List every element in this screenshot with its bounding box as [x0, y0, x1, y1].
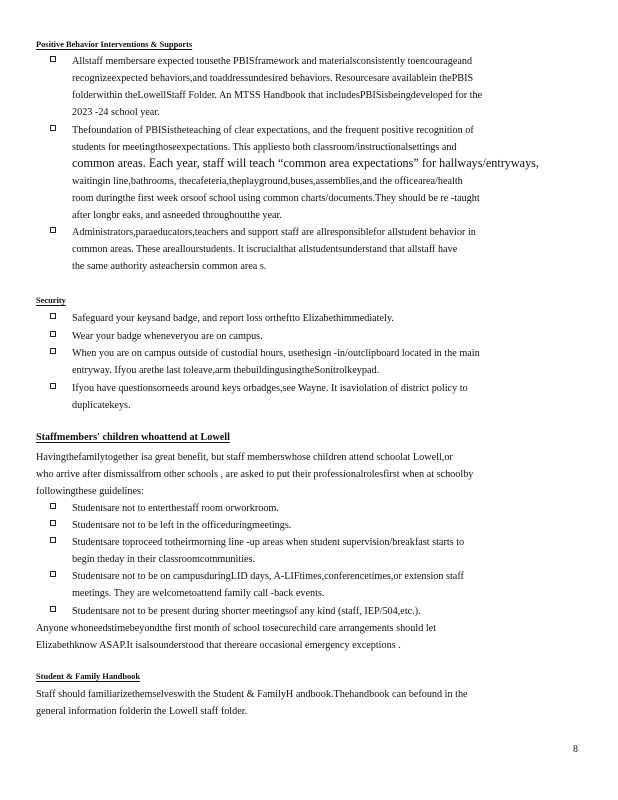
text-line: folderwithin theLowellStaff Folder. An MTSS Handbook that includesPBISisbeingdeveloped for the	[72, 90, 483, 101]
text-line: Allstaff membersare expected tousethe PBISframework and materialsconsistently toencourageand	[72, 56, 473, 67]
text-line: after longbr eaks, and asneeded throughoutthe year.	[72, 210, 282, 221]
staff-children-heading: Staffmembers' children whoattend at Lowell	[36, 432, 230, 443]
text-line: Thefoundation of PBISistheteaching of clear expectations, and the frequent positive recognition of	[72, 125, 474, 136]
checkbox-bullet-icon	[50, 537, 56, 543]
checkbox-bullet-icon	[50, 313, 56, 319]
text-line: common areas. Each year, staff will teach “common area expectations” for hallways/entryways,	[72, 156, 539, 170]
text-line: When you are on campus outside of custodial hours, usethesign -in/outclipboard located in the main	[72, 348, 480, 359]
text-line: Administrators,paraeducators,teachers and support staff are allresponsiblefor allstudent behavior in	[72, 227, 476, 238]
checkbox-bullet-icon	[50, 125, 56, 131]
text-line: Staff should familiarizethemselveswith the Student & FamilyH andbook.Thehandbook can befound in the	[36, 689, 468, 700]
checkbox-bullet-icon	[50, 571, 56, 577]
text-line: Studentsare toproceed totheirmorning line -up areas when student supervision/breakfast starts to	[72, 537, 465, 548]
text-line: Studentsare not to enterthestaff room orworkroom.	[72, 503, 279, 514]
text-line: common areas. These areallourstudents. It iscrucialthat allstudentsunderstand that allstaff have	[72, 244, 458, 255]
text-line: students for meetingthoseexpectations. This appliesto both classroom/instructionalsettings and	[72, 142, 457, 153]
checkbox-bullet-icon	[50, 503, 56, 509]
text-line: who arrive after dismissalfrom other schools , are asked to put their professionalrolesfirst when at schoolby	[36, 469, 474, 480]
checkbox-bullet-icon	[50, 383, 56, 389]
checkbox-bullet-icon	[50, 56, 56, 62]
text-line: Ifyou have questionsorneeds around keys orbadges,see Wayne. It isaviolation of district policy to	[72, 383, 468, 394]
text-line: Studentsare not to be on campusduringLID days, A-LIFtimes,conferencetimes,or extension staff	[72, 571, 464, 582]
text-line: 2023 -24 school year.	[72, 107, 160, 118]
text-line: Wear your badge wheneveryou are on campus.	[72, 331, 263, 342]
text-line: recognizeexpected behaviors,and toaddressundesired behaviors. Resourcesare availablein thePBIS	[72, 73, 474, 84]
security-heading: Security	[36, 296, 66, 305]
pbis-heading: Positive Behavior Interventions & Supports	[36, 40, 193, 49]
text-line: duplicatekeys.	[72, 400, 131, 411]
text-line: the same authority asteachersin common area s.	[72, 261, 267, 272]
checkbox-bullet-icon	[50, 348, 56, 354]
text-line: Studentsare not to be present during shorter meetingsof any kind (staff, IEP/504,etc.).	[72, 606, 421, 617]
text-line: Elizabethknow ASAP.It isalsounderstood that thereare occasional emergency exceptions .	[36, 640, 401, 651]
text-line: Anyone whoneedstimebeyondthe first month of school tosecurechild care arrangements should let	[36, 623, 437, 634]
text-line: meetings. They are welcometoattend family call -back events.	[72, 588, 325, 599]
checkbox-bullet-icon	[50, 331, 56, 337]
text-line: entryway. Ifyou arethe last toleave,arm thebuildingusingtheSonitrolkeypad.	[72, 365, 380, 376]
text-line: room duringthe first week orsoof school using common charts/documents.They should be re -taught	[72, 193, 480, 204]
text-line: Safeguard your keysand badge, and report loss ortheftto Elizabethimmediately.	[72, 313, 394, 324]
text-line: waitingin line,bathrooms, thecafeteria,theplayground,buses,assemblies,and the officearea/health	[72, 176, 463, 187]
text-line: Havingthefamilytogether isa great benefit, but staff memberswhose children attend schoolat Lowell,or	[36, 452, 453, 463]
text-line: general information folderin the Lowell staff folder.	[36, 706, 248, 717]
checkbox-bullet-icon	[50, 520, 56, 526]
checkbox-bullet-icon	[50, 606, 56, 612]
text-line: Studentsare not to be left in the officeduringmeetings.	[72, 520, 292, 531]
text-line: begin theday in their classroomcommunities.	[72, 554, 256, 565]
handbook-heading: Student & Family Handbook	[36, 672, 141, 681]
text-line: followingthese guidelines:	[36, 486, 144, 497]
page-number: 8	[573, 744, 578, 755]
checkbox-bullet-icon	[50, 227, 56, 233]
